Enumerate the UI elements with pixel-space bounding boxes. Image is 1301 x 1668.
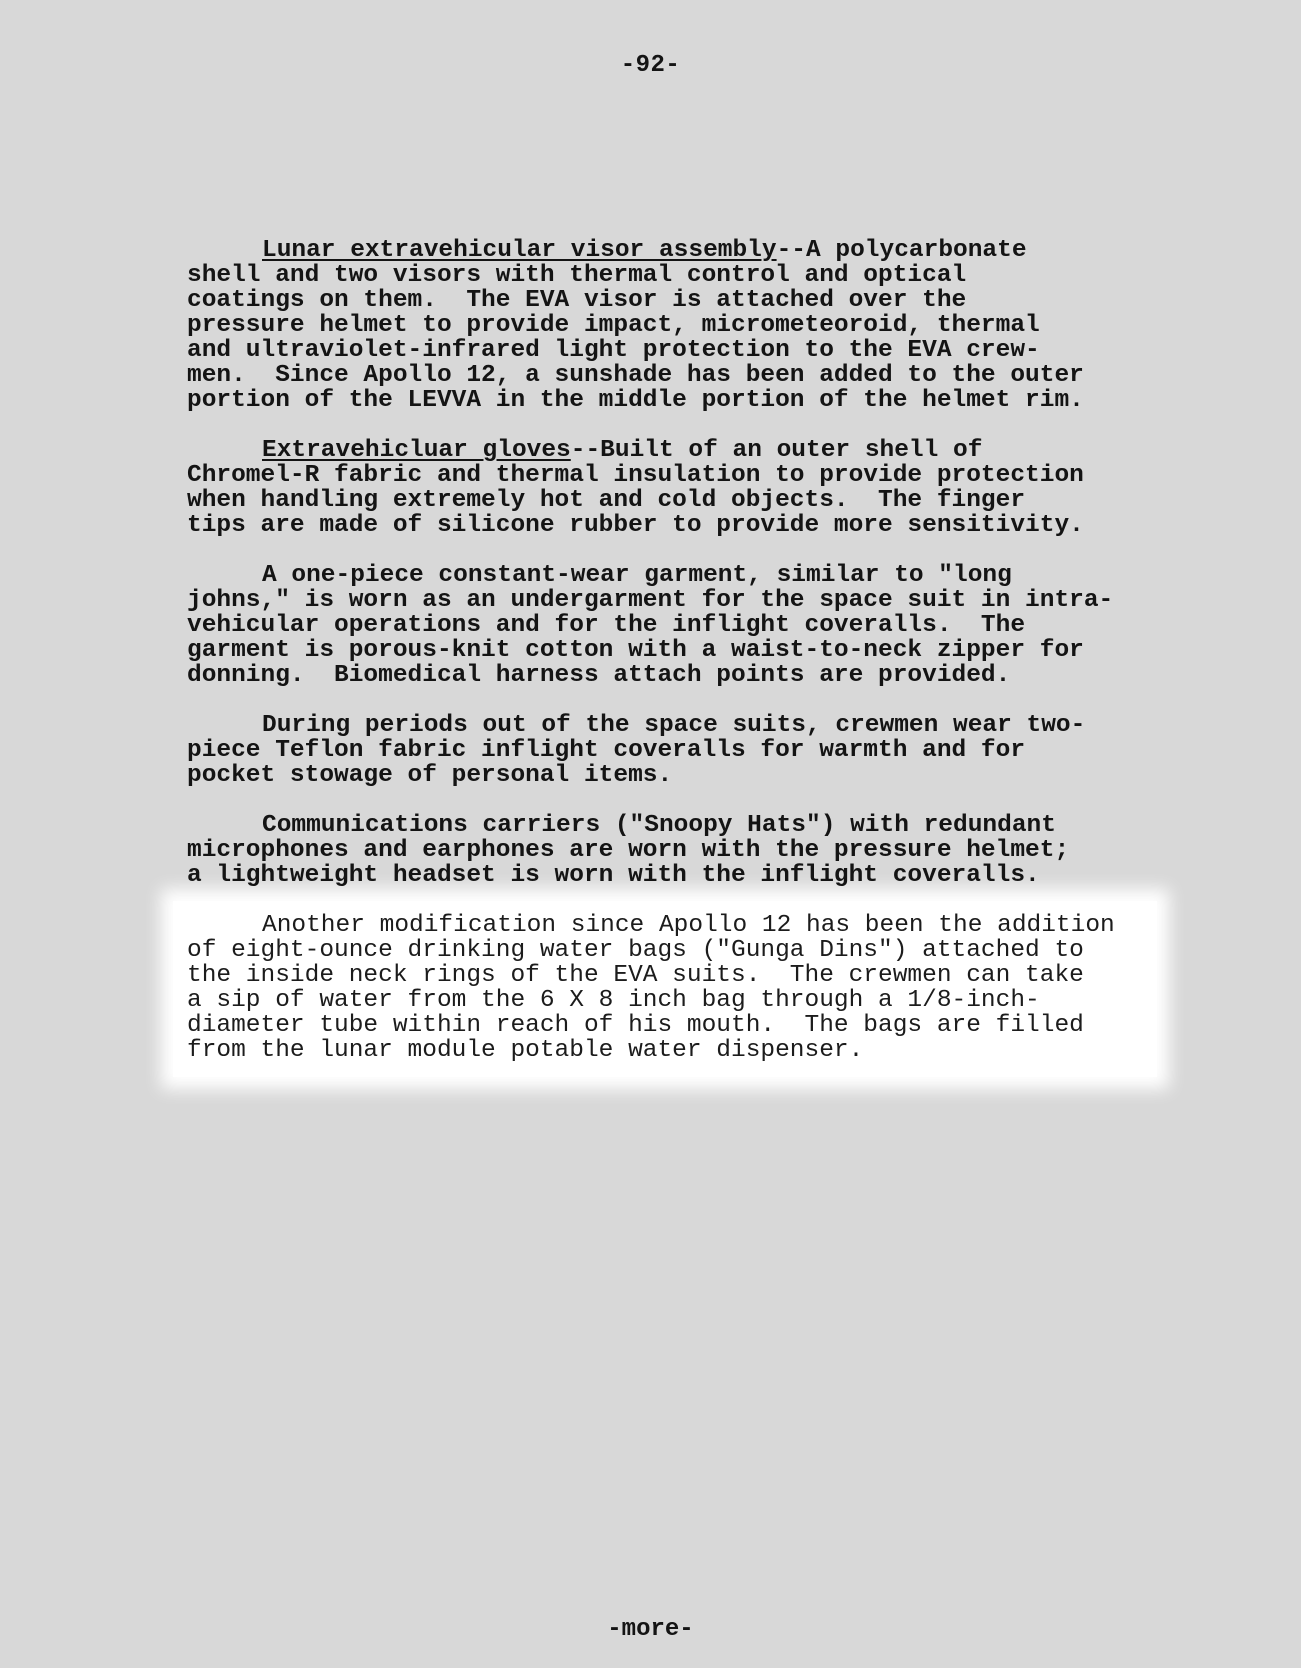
paragraph-visor-assembly	[187, 238, 1147, 413]
text-line: shell and two visors with thermal control and optical	[187, 262, 967, 289]
paragraph-water-bags-highlighted	[187, 913, 1147, 1063]
text-line: of eight-ounce drinking water bags ("Gunga Dins") attached to	[187, 937, 1084, 964]
text-line: Another modification since Apollo 12 has been the addition	[262, 912, 1115, 939]
text-line: diameter tube within reach of his mouth. The bags are filled	[187, 1012, 1084, 1039]
text-line: portion of the LEVVA in the middle portion of the helmet rim.	[187, 387, 1084, 414]
footer-more: -more-	[607, 1616, 694, 1643]
text-line: the inside neck rings of the EVA suits. The crewmen can take	[187, 962, 1084, 989]
text-line: coatings on them. The EVA visor is attached over the	[187, 287, 967, 314]
text-line: Chromel-R fabric and thermal insulation to provide protection	[187, 462, 1084, 489]
text-line: tips are made of silicone rubber to provide more sensitivity.	[187, 512, 1084, 539]
paragraph-inflight-coveralls	[187, 713, 1147, 788]
text-line: a sip of water from the 6 X 8 inch bag through a 1/8-inch-	[187, 987, 1040, 1014]
text-line: from the lunar module potable water dispenser.	[187, 1037, 864, 1064]
text-line: pressure helmet to provide impact, micrometeoroid, thermal	[187, 312, 1040, 339]
text-line: A one-piece constant-wear garment, similar to "long	[262, 562, 1012, 589]
text-line: During periods out of the space suits, crewmen wear two-	[262, 712, 1086, 739]
text-line: pocket stowage of personal items.	[187, 762, 673, 789]
text-line: and ultraviolet-infrared light protection to the EVA crew-	[187, 337, 1040, 364]
paragraph-gloves	[187, 438, 1147, 538]
body-text	[187, 238, 1147, 1088]
text-line: --Built of an outer shell of	[570, 437, 983, 464]
text-line: garment is porous-knit cotton with a waist-to-neck zipper for	[187, 637, 1084, 664]
visor-assembly-heading: Lunar extravehicular visor assembly	[262, 237, 777, 264]
gloves-heading: Extravehicluar gloves	[262, 437, 571, 464]
text-line: men. Since Apollo 12, a sunshade has been added to the outer	[187, 362, 1084, 389]
text-line: vehicular operations and for the inflight coveralls. The	[187, 612, 1026, 639]
text-line: --A polycarbonate	[776, 237, 1027, 264]
paragraph-communications-carriers	[187, 813, 1147, 888]
page-number: -92-	[620, 52, 681, 79]
text-line: johns," is worn as an undergarment for the space suit in intra-	[187, 587, 1114, 614]
text-line: piece Teflon fabric inflight coveralls for warmth and for	[187, 737, 1026, 764]
text-line: microphones and earphones are worn with the pressure helmet;	[187, 837, 1070, 864]
text-line: Communications carriers ("Snoopy Hats") with redundant	[262, 812, 1056, 839]
text-line: a lightweight headset is worn with the inflight coveralls.	[187, 862, 1040, 889]
text-line: when handling extremely hot and cold objects. The finger	[187, 487, 1026, 514]
paragraph-constant-wear-garment	[187, 563, 1147, 688]
text-line: donning. Biomedical harness attach points are provided.	[187, 662, 1011, 689]
